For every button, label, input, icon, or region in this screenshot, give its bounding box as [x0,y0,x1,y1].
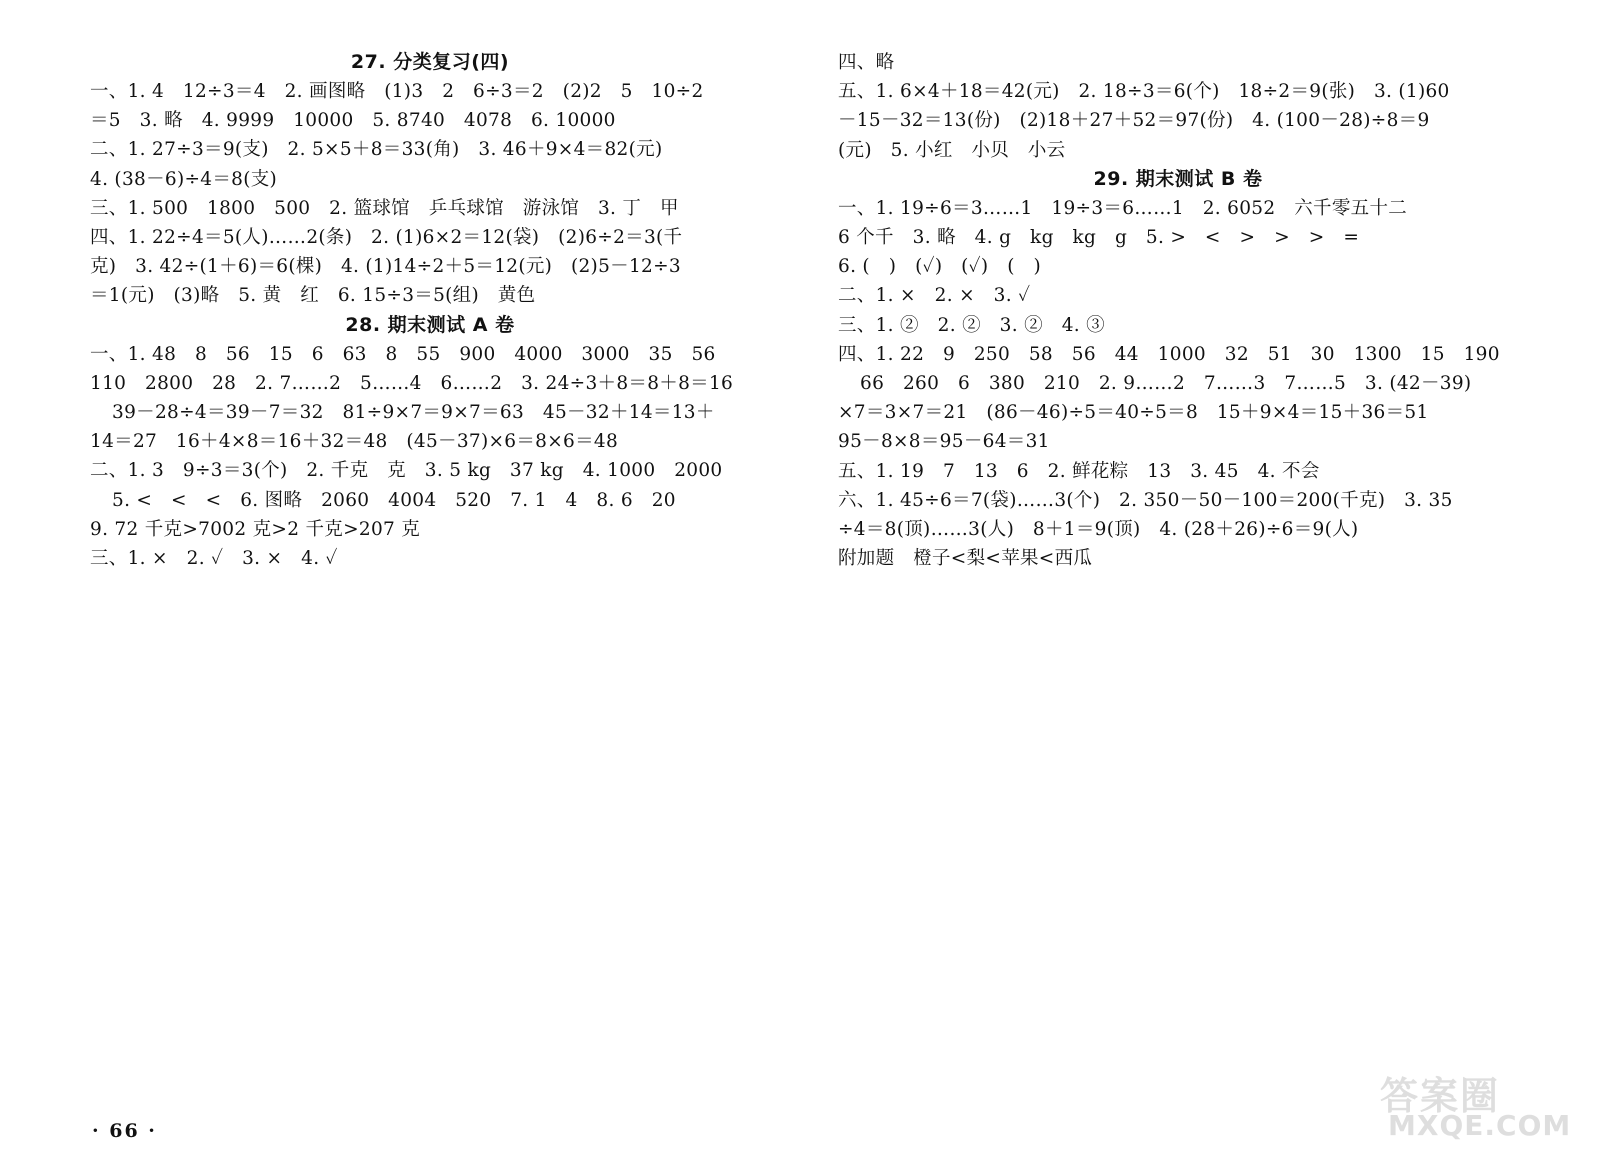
answer-line: 四、1. 22 9 250 58 56 44 1000 32 51 30 1300 15 190 [838,343,1500,365]
section-28-body [90,340,770,574]
answer-line: 一、1. 19÷6＝3……1 19÷3＝6……1 2. 6052 六千零五十二 [838,197,1408,219]
answer-line: 二、1. 3 9÷3＝3(个) 2. 千克 克 3. 5 kg 37 kg 4. 1000 2000 [90,460,723,482]
answer-line: 9. 72 千克>7002 克>2 千克>207 克 [90,518,421,540]
answer-line: (元) 5. 小红 小贝 小云 [838,139,1066,161]
answer-line: 14＝27 16＋4×8＝16＋32＝48 (45－37)×6＝8×6＝48 [90,431,619,453]
watermark-text: 答案圈 [1380,1074,1501,1118]
answer-line: －15－32＝13(份) (2)18＋27＋52＝97(份) 4. (100－28)÷8＝9 [838,110,1430,132]
section-28-title: 28. 期末测试 A 卷 [345,313,515,336]
answer-line: 四、略 [838,52,895,73]
watermark-domain: MXQE.COM [1388,1109,1572,1142]
watermark-logo [1380,1065,1570,1143]
answer-line: 4. (38－6)÷4＝8(支) [90,168,278,190]
answer-line: 五、1. 19 7 13 6 2. 鲜花粽 13 3. 45 4. 不会 [838,460,1320,482]
answer-line: 39－28÷4＝39－7＝32 81÷9×7＝9×7＝63 45－32＋14＝13＋ [112,402,715,424]
section-28-continued-body [838,48,1518,165]
answer-line: 克) 3. 42÷(1＋6)＝6(棵) 4. (1)14÷2＋5＝12(元) (2)5－12÷3 [90,256,681,278]
answer-line: 六、1. 45÷6＝7(袋)……3(个) 2. 350－50－100＝200(千克) 3. 35 [838,489,1453,511]
answer-line: 6 个千 3. 略 4. g kg kg g 5. > < > > > = [838,227,1360,249]
left-column [90,48,770,573]
answer-line: 6. ( ) (✓) (✓) ( ) [838,256,1042,278]
answer-line: ×7＝3×7＝21 (86－46)÷5＝40÷5＝8 15＋9×4＝15＋36＝51 [838,402,1429,424]
page-number: · 66 · [92,1120,157,1142]
section-29-body [838,194,1518,574]
section-27-body [90,77,770,311]
answer-line: 110 2800 28 2. 7……2 5……4 6……2 3. 24÷3＋8＝8＋8＝16 [90,372,734,394]
section-29-title: 29. 期末测试 B 卷 [1093,167,1263,190]
answer-line: 一、1. 4 12÷3＝4 2. 画图略 (1)3 2 6÷3＝2 (2)2 5 10÷2 [90,81,704,102]
answer-line: 附加题 橙子<梨<苹果<西瓜 [838,548,1093,570]
answer-line: 三、1. × 2. ✓ 3. × 4. ✓ [90,548,338,570]
answer-line: 二、1. × 2. × 3. ✓ [838,285,1031,307]
answer-line: 66 260 6 380 210 2. 9……2 7……3 7……5 3. (42－39) [860,373,1472,395]
answer-line: 四、1. 22÷4＝5(人)……2(条) 2. (1)6×2＝12(袋) (2)6÷2＝3(千 [90,227,683,249]
answer-line: 5. < < < 6. 图略 2060 4004 520 7. 1 4 8. 6 20 [112,489,676,511]
answer-line: 三、1. ② 2. ② 3. ② 4. ③ [838,314,1105,336]
answer-line: 二、1. 27÷3＝9(支) 2. 5×5＋8＝33(角) 3. 46＋9×4＝82(元) [90,139,663,161]
answer-line: 95－8×8＝95－64＝31 [838,431,1050,453]
section-27-title: 27. 分类复习(四) [350,51,510,73]
answer-line: ＝1(元) (3)略 5. 黄 红 6. 15÷3＝5(组) 黄色 [90,285,536,307]
answer-line: ＝5 3. 略 4. 9999 10000 5. 8740 4078 6. 10000 [90,110,616,132]
answer-line: 五、1. 6×4＋18＝42(元) 2. 18÷3＝6(个) 18÷2＝9(张) 3. (1)60 [838,81,1450,103]
right-column [838,48,1518,573]
answer-line: ÷4＝8(顶)……3(人) 8＋1＝9(顶) 4. (28＋26)÷6＝9(人) [838,519,1359,541]
answer-line: 三、1. 500 1800 500 2. 篮球馆 乒乓球馆 游泳馆 3. 丁 甲 [90,197,679,219]
answer-line: 一、1. 48 8 56 15 6 63 8 55 900 4000 3000 35 56 [90,343,716,365]
